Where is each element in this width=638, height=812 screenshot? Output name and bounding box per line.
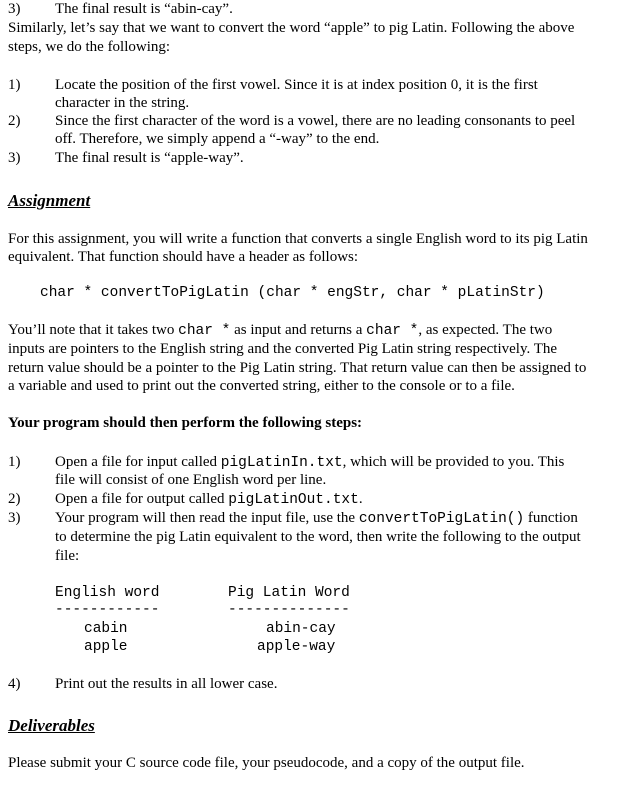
program-step3-part-b: function [524,510,578,526]
assignment-paragraph-line2: equivalent. That function should have a header as follows: [8,249,359,265]
table-header-english: English word [55,585,160,601]
program-step1-line2: file will consist of one English word per line. [55,472,327,488]
function-header-code: char * convertToPigLatin (char * engStr, char * pLatinStr) [40,285,545,301]
deliverables-text: Please submit your C source code file, your pseudocode, and a copy of the output file. [8,755,525,771]
program-steps-heading: Your program should then perform the following steps: [8,415,363,431]
apple-step3-line1: The final result is “apple-way”. [55,150,244,166]
program-step3-part-a: Your program will then read the input file, use the [55,510,359,526]
intro-paragraph-line1: Similarly, let’s say that we want to convert the word “apple” to pig Latin. Following the above [8,20,575,36]
note-line2: inputs are pointers to the English string and the converted Pig Latin string respectively. The [8,341,558,357]
program-step2-filename: pigLatinOut.txt [228,492,359,508]
program-step4-number: 4) [8,676,21,692]
note-line1-code2: char * [366,323,419,339]
apple-step1-line1: Locate the position of the first vowel. Since it is at index position 0, it is the first [55,77,538,93]
program-step3-number: 3) [8,510,21,526]
assignment-heading: Assignment [8,191,91,210]
note-line1-part-a: You’ll note that it takes two [8,322,179,338]
intro-item3-text: The final result is “abin-cay”. [55,1,233,17]
apple-step1-line2: character in the string. [55,95,190,111]
intro-paragraph-line2: steps, we do the following: [8,39,171,55]
apple-step3-number: 3) [8,150,21,166]
program-step1-number: 1) [8,454,21,470]
assignment-paragraph-line1: For this assignment, you will write a function that converts a single English word to its pig Latin [8,231,588,247]
program-step1-line1 [55,453,564,473]
apple-step2-number: 2) [8,113,21,129]
program-step1-filename: pigLatinIn.txt [220,455,343,471]
note-line1-part-c: , as expected. The two [418,322,553,338]
program-step1-part-b: , which will be provided to you. This [342,454,565,470]
note-line1 [8,321,552,341]
table-header-piglatin: Pig Latin Word [228,585,350,601]
table-row-piglatin: apple-way [257,639,336,655]
apple-step2-line1: Since the first character of the word is a vowel, there are no leading consonants to peel [55,113,576,129]
program-step3-line2: to determine the pig Latin equivalent to the word, then write the following to the output [55,529,581,545]
program-step4-line1: Print out the results in all lower case. [55,676,278,692]
note-line1-code1: char * [178,323,231,339]
note-line3: return value should be a pointer to the Pig Latin string. That return value can then be assigned to [8,360,587,376]
program-step1-part-a: Open a file for input called [55,454,221,470]
program-step3-line1 [55,509,578,529]
note-line1-part-b: as input and returns a [230,322,367,338]
program-step2-part-a: Open a file for output called [55,491,229,507]
table-divider-piglatin: -------------- [228,602,350,618]
table-row-english: cabin [84,621,128,637]
program-step3-function: convertToPigLatin() [358,511,525,527]
table-row-piglatin: abin-cay [266,621,336,637]
program-step2-line1 [55,490,363,510]
note-line4: a variable and used to print out the converted string, either to the console or to a file. [8,378,515,394]
program-step2-part-b: . [358,491,363,507]
intro-item3-number: 3) [8,1,21,17]
apple-step1-number: 1) [8,77,21,93]
program-step2-number: 2) [8,491,21,507]
table-row-english: apple [84,639,128,655]
program-step3-line3: file: [55,548,80,564]
table-divider-english: ------------ [55,602,160,618]
deliverables-heading: Deliverables [8,716,95,735]
apple-step2-line2: off. Therefore, we simply append a “-way” to the end. [55,131,380,147]
